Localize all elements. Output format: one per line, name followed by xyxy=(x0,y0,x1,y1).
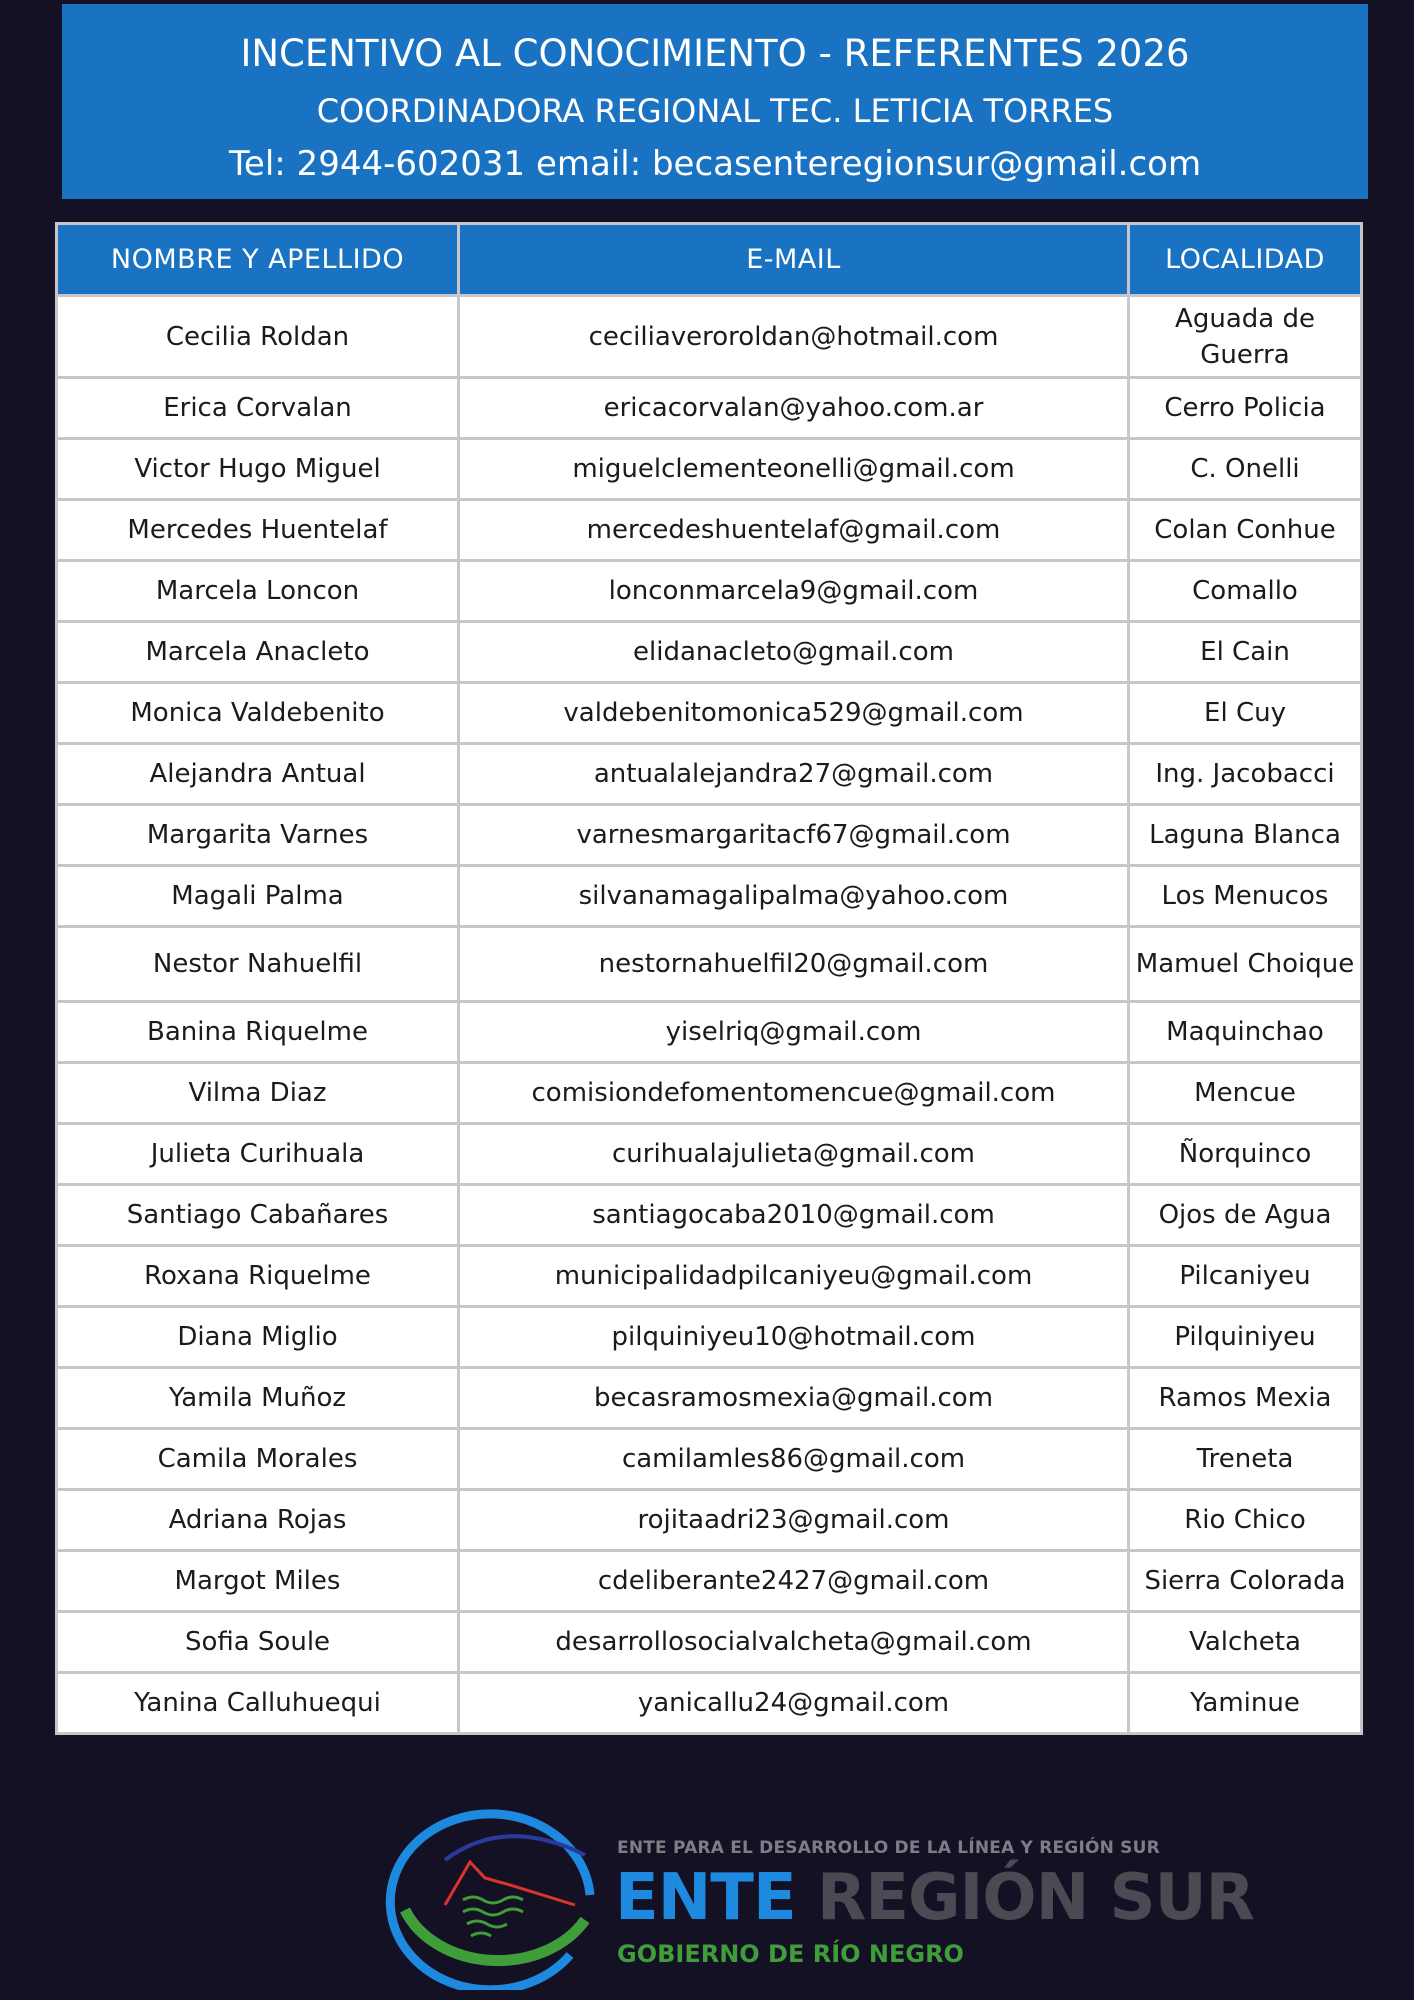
cell-email[interactable]: valdebenitomonica529@gmail.com xyxy=(459,683,1129,744)
table-row xyxy=(57,805,1362,866)
cell-name: Alejandra Antual xyxy=(57,744,459,805)
cell-name: Vilma Diaz xyxy=(57,1063,459,1124)
cell-name: Cecilia Roldan xyxy=(57,296,459,378)
table-row xyxy=(57,744,1362,805)
cell-email[interactable]: miguelclementeonelli@gmail.com xyxy=(459,439,1129,500)
cell-email[interactable]: yanicallu24@gmail.com xyxy=(459,1673,1129,1734)
cell-name: Camila Morales xyxy=(57,1429,459,1490)
cell-name: Roxana Riquelme xyxy=(57,1246,459,1307)
table-row xyxy=(57,866,1362,927)
cell-name: Margarita Varnes xyxy=(57,805,459,866)
cell-email[interactable]: yiselriq@gmail.com xyxy=(459,1002,1129,1063)
cell-locality: El Cain xyxy=(1129,622,1362,683)
referents-table xyxy=(55,222,1363,1735)
table-row xyxy=(57,296,1362,378)
cell-email[interactable]: rojitaadri23@gmail.com xyxy=(459,1490,1129,1551)
cell-locality: Rio Chico xyxy=(1129,1490,1362,1551)
cell-name: Monica Valdebenito xyxy=(57,683,459,744)
cell-locality: Yaminue xyxy=(1129,1673,1362,1734)
table-row xyxy=(57,1246,1362,1307)
cell-name: Margot Miles xyxy=(57,1551,459,1612)
cell-locality: Laguna Blanca xyxy=(1129,805,1362,866)
cell-locality: Pilquiniyeu xyxy=(1129,1307,1362,1368)
table-row xyxy=(57,1673,1362,1734)
cell-name: Marcela Anacleto xyxy=(57,622,459,683)
table-row xyxy=(57,683,1362,744)
cell-locality: Pilcaniyeu xyxy=(1129,1246,1362,1307)
cell-locality: Ñorquinco xyxy=(1129,1124,1362,1185)
logo-brand-region: REGIÓN SUR xyxy=(816,1861,1254,1935)
column-header-name: NOMBRE Y APELLIDO xyxy=(57,224,459,296)
logo-brand-ente: ENTE xyxy=(615,1861,796,1935)
cell-locality: Mencue xyxy=(1129,1063,1362,1124)
cell-name: Erica Corvalan xyxy=(57,378,459,439)
cell-name: Banina Riquelme xyxy=(57,1002,459,1063)
cell-locality: Sierra Colorada xyxy=(1129,1551,1362,1612)
cell-name: Yamila Muñoz xyxy=(57,1368,459,1429)
table-row xyxy=(57,1124,1362,1185)
cell-locality: Colan Conhue xyxy=(1129,500,1362,561)
table-row xyxy=(57,622,1362,683)
cell-locality: Ramos Mexia xyxy=(1129,1368,1362,1429)
coordinator-line: COORDINADORA REGIONAL TEC. LETICIA TORRES xyxy=(316,92,1114,130)
table-row xyxy=(57,500,1362,561)
cell-name: Mercedes Huentelaf xyxy=(57,500,459,561)
table-row xyxy=(57,439,1362,500)
logo-brand xyxy=(615,1860,1254,1936)
cell-name: Adriana Rojas xyxy=(57,1490,459,1551)
cell-email[interactable]: antualalejandra27@gmail.com xyxy=(459,744,1129,805)
ente-region-sur-logo xyxy=(385,1800,1254,1990)
logo-top-text: ENTE PARA EL DESARROLLO DE LA LÍNEA Y REGIÓN SUR xyxy=(617,1838,1160,1858)
logo-emblem-icon xyxy=(385,1800,605,1990)
header-banner xyxy=(62,4,1368,199)
cell-locality: Maquinchao xyxy=(1129,1002,1362,1063)
cell-email[interactable]: nestornahuelfil20@gmail.com xyxy=(459,927,1129,1002)
cell-email[interactable]: mercedeshuentelaf@gmail.com xyxy=(459,500,1129,561)
referents-table-container xyxy=(55,222,1360,1735)
cell-name: Victor Hugo Miguel xyxy=(57,439,459,500)
table-row xyxy=(57,927,1362,1002)
cell-email[interactable]: desarrollosocialvalcheta@gmail.com xyxy=(459,1612,1129,1673)
cell-email[interactable]: silvanamagalipalma@yahoo.com xyxy=(459,866,1129,927)
cell-name: Diana Miglio xyxy=(57,1307,459,1368)
cell-email[interactable]: comisiondefomentomencue@gmail.com xyxy=(459,1063,1129,1124)
cell-locality: Mamuel Choique xyxy=(1129,927,1362,1002)
column-header-locality: LOCALIDAD xyxy=(1129,224,1362,296)
logo-green-waves xyxy=(463,1897,523,1936)
cell-locality: Comallo xyxy=(1129,561,1362,622)
cell-name: Magali Palma xyxy=(57,866,459,927)
cell-email[interactable]: camilamles86@gmail.com xyxy=(459,1429,1129,1490)
cell-email[interactable]: municipalidadpilcaniyeu@gmail.com xyxy=(459,1246,1129,1307)
table-row xyxy=(57,1551,1362,1612)
cell-locality: Aguada de Guerra xyxy=(1129,296,1362,378)
table-row xyxy=(57,1612,1362,1673)
logo-green-arc xyxy=(405,1910,585,1961)
cell-name: Yanina Calluhuequi xyxy=(57,1673,459,1734)
column-header-email: E-MAIL xyxy=(459,224,1129,296)
table-row xyxy=(57,1307,1362,1368)
table-row xyxy=(57,1368,1362,1429)
cell-email[interactable]: elidanacleto@gmail.com xyxy=(459,622,1129,683)
cell-name: Sofia Soule xyxy=(57,1612,459,1673)
cell-name: Santiago Cabañares xyxy=(57,1185,459,1246)
cell-locality: Ing. Jacobacci xyxy=(1129,744,1362,805)
cell-locality: Treneta xyxy=(1129,1429,1362,1490)
cell-locality: Los Menucos xyxy=(1129,866,1362,927)
cell-email[interactable]: becasramosmexia@gmail.com xyxy=(459,1368,1129,1429)
logo-bottom-text: GOBIERNO DE RÍO NEGRO xyxy=(617,1940,964,1968)
table-row xyxy=(57,1063,1362,1124)
table-row xyxy=(57,378,1362,439)
cell-name: Marcela Loncon xyxy=(57,561,459,622)
cell-locality: El Cuy xyxy=(1129,683,1362,744)
cell-email[interactable]: santiagocaba2010@gmail.com xyxy=(459,1185,1129,1246)
table-row xyxy=(57,1002,1362,1063)
table-row xyxy=(57,1185,1362,1246)
cell-email[interactable]: lonconmarcela9@gmail.com xyxy=(459,561,1129,622)
cell-locality: Ojos de Agua xyxy=(1129,1185,1362,1246)
cell-email[interactable]: curihualajulieta@gmail.com xyxy=(459,1124,1129,1185)
cell-locality: Valcheta xyxy=(1129,1612,1362,1673)
cell-locality: Cerro Policia xyxy=(1129,378,1362,439)
table-row xyxy=(57,561,1362,622)
table-row xyxy=(57,1429,1362,1490)
cell-email[interactable]: ceciliaveroroldan@hotmail.com xyxy=(459,296,1129,378)
cell-email[interactable]: cdeliberante2427@gmail.com xyxy=(459,1551,1129,1612)
table-row xyxy=(57,1490,1362,1551)
cell-name: Julieta Curihuala xyxy=(57,1124,459,1185)
cell-email[interactable]: varnesmargaritacf67@gmail.com xyxy=(459,805,1129,866)
cell-name: Nestor Nahuelfil xyxy=(57,927,459,1002)
contact-line: Tel: 2944-602031 email: becasenteregionsur@gmail.com xyxy=(228,144,1202,184)
cell-locality: C. Onelli xyxy=(1129,439,1362,500)
table-header-row xyxy=(57,224,1362,296)
cell-email[interactable]: pilquiniyeu10@hotmail.com xyxy=(459,1307,1129,1368)
cell-email[interactable]: ericacorvalan@yahoo.com.ar xyxy=(459,378,1129,439)
document-title: INCENTIVO AL CONOCIMIENTO - REFERENTES 2026 xyxy=(240,32,1190,75)
